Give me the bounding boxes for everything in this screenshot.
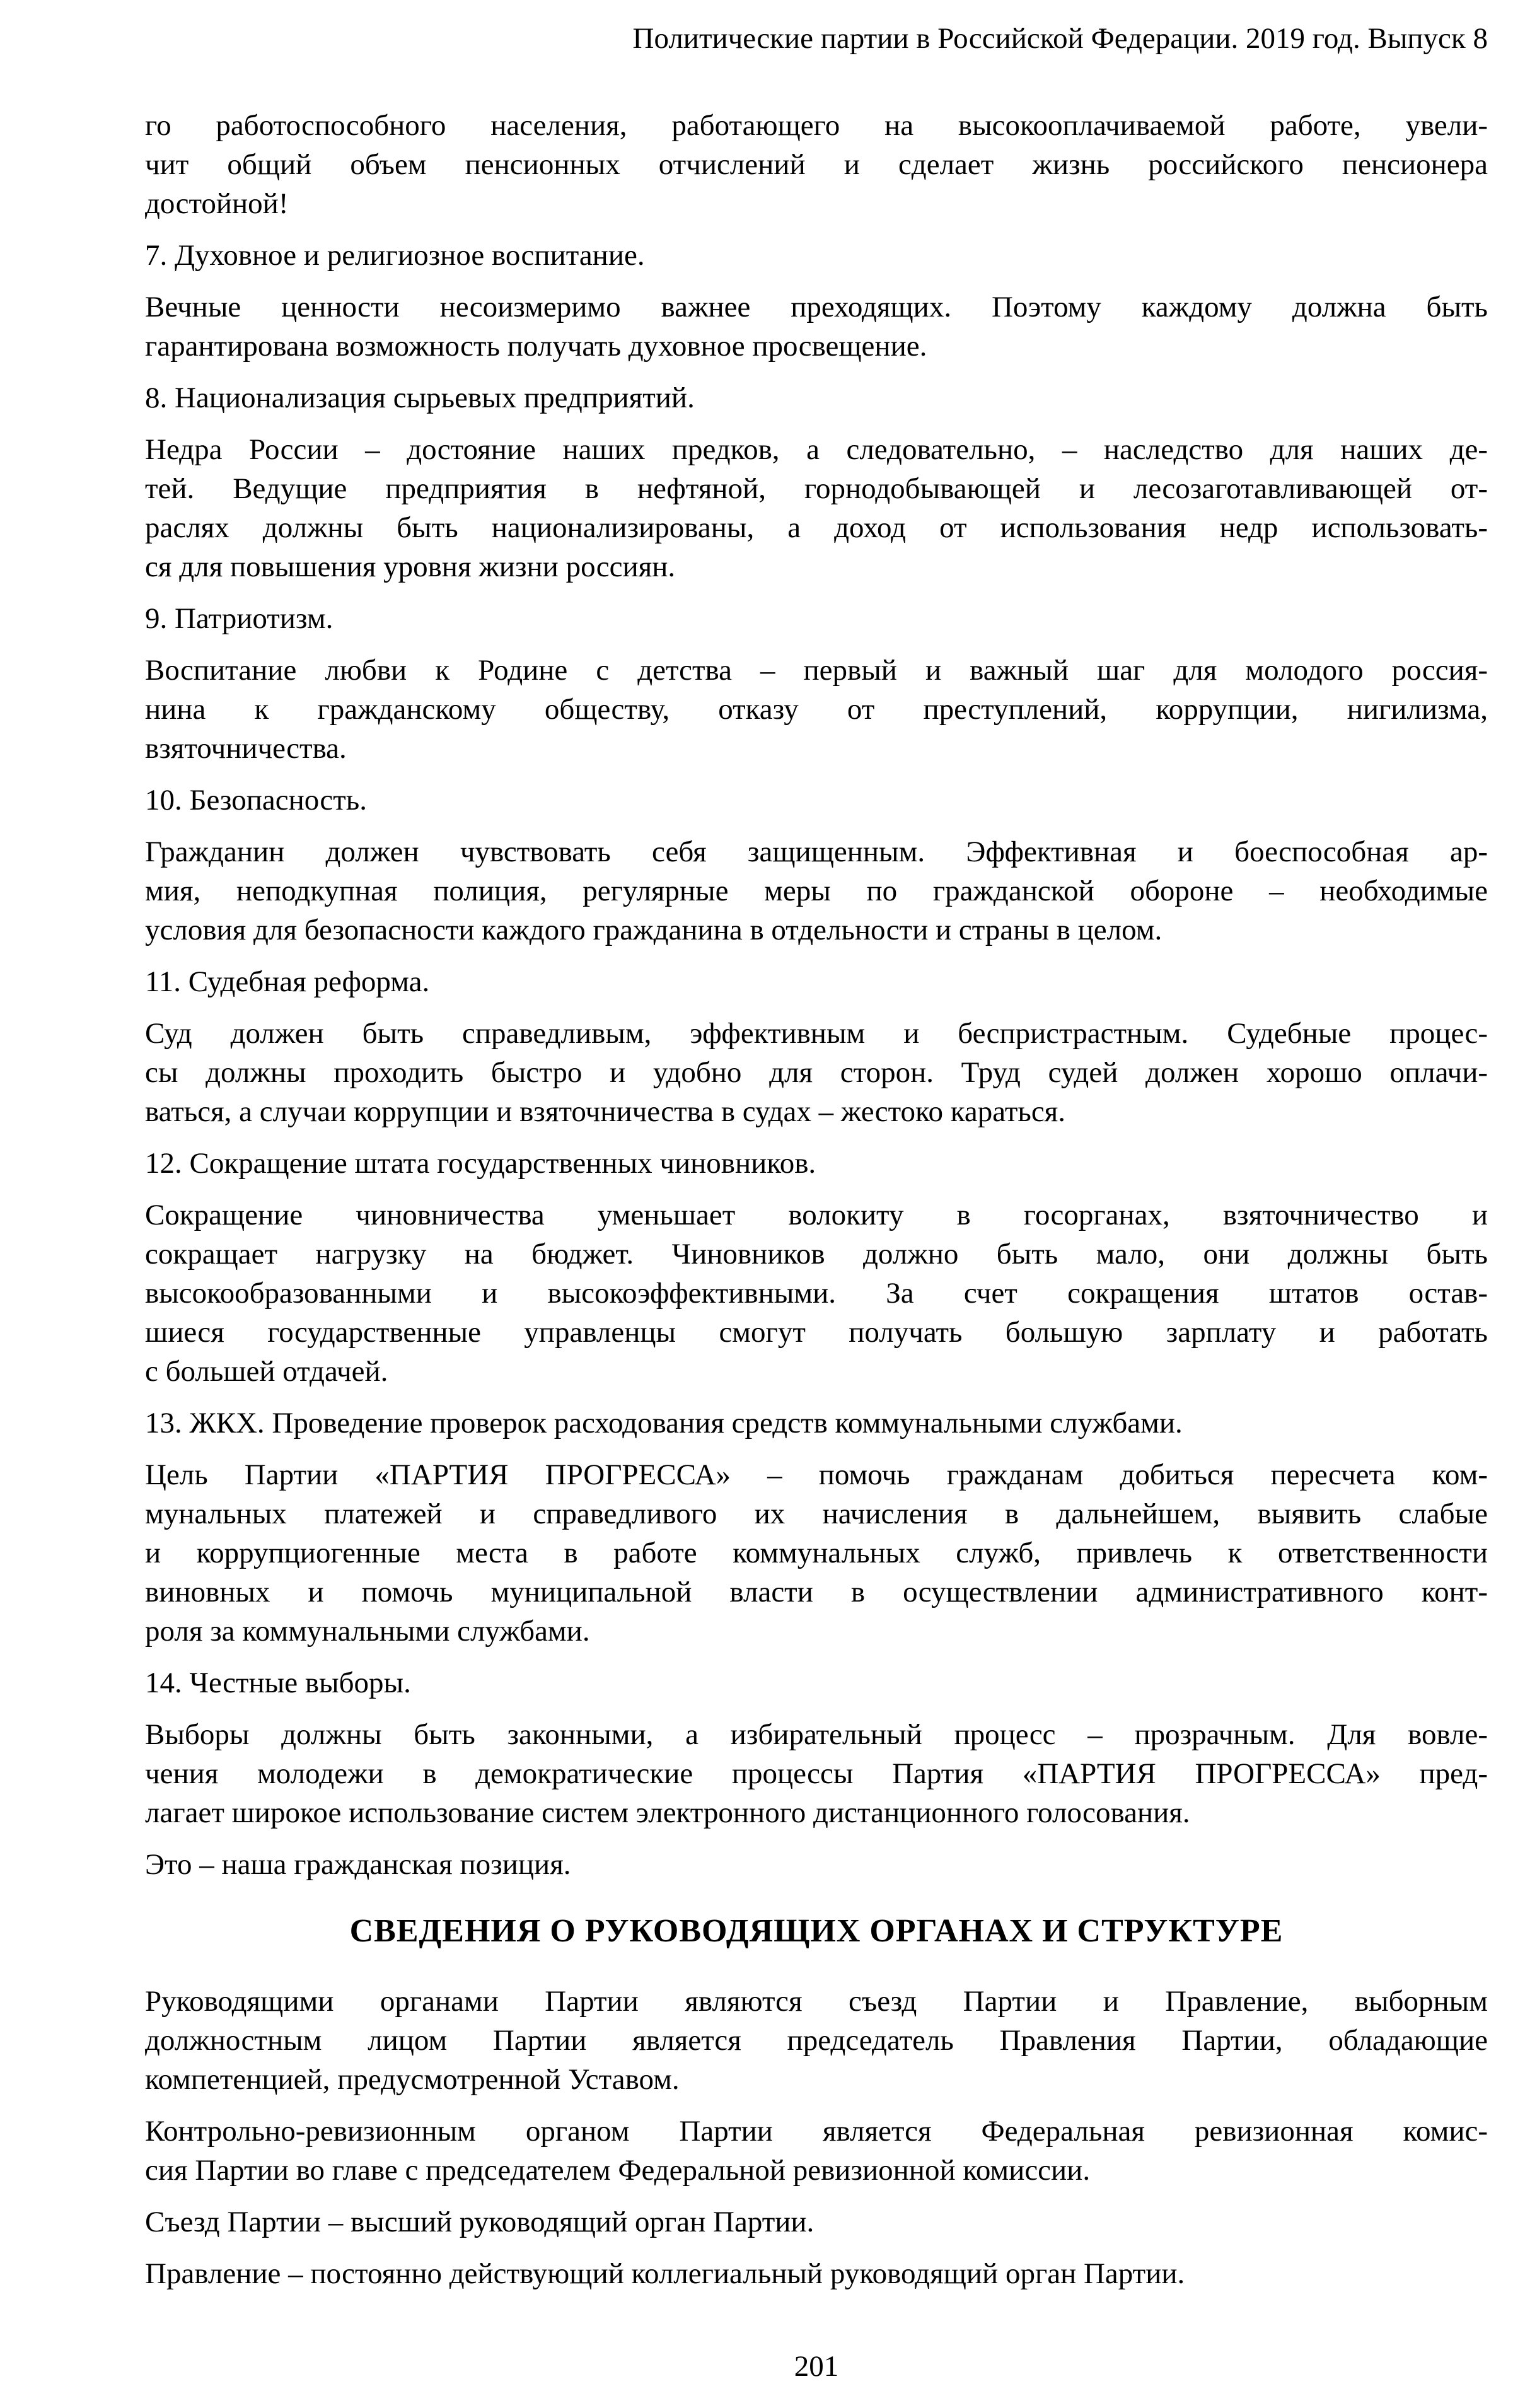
text-line: мунальных платежей и справедливого их начисления в дальнейшем, выявить слабые bbox=[145, 1498, 1488, 1530]
text-line: с большей отдачей. bbox=[145, 1355, 388, 1388]
paragraph bbox=[145, 651, 1488, 768]
text-line: 9. Патриотизм. bbox=[145, 602, 333, 635]
text-line: чения молодежи в демократические процессы Партия «ПАРТИЯ ПРОГРЕССА» пред- bbox=[145, 1757, 1488, 1790]
text-line: должностным лицом Партии является председатель Правления Партии, обладающие bbox=[145, 2024, 1488, 2057]
text-line: виновных и помочь муниципальной власти в осуществлении административного конт- bbox=[145, 1576, 1488, 1608]
numbered-item-12 bbox=[145, 1144, 1488, 1183]
text-line: Правление – постоянно действующий коллегиальный руководящий орган Партии. bbox=[145, 2257, 1185, 2290]
text-line: взяточничества. bbox=[145, 732, 347, 765]
text-line: ся для повышения уровня жизни россиян. bbox=[145, 550, 676, 583]
text-line: Воспитание любви к Родине с детства – первый и важный шаг для молодого россия- bbox=[145, 654, 1488, 687]
numbered-item-7 bbox=[145, 236, 1488, 275]
page-number: 201 bbox=[794, 2350, 839, 2383]
text-line: компетенцией, предусмотренной Уставом. bbox=[145, 2063, 680, 2096]
text-line: сия Партии во главе с председателем Федеральной ревизионной комиссии. bbox=[145, 2154, 1091, 2187]
text-line: Выборы должны быть законными, а избирательный процесс – прозрачным. Для вовле- bbox=[145, 1718, 1488, 1751]
text-line: 12. Сокращение штата государственных чиновников. bbox=[145, 1147, 816, 1180]
text-line: лагает широкое использование систем электронного дистанционного голосования. bbox=[145, 1796, 1190, 1829]
text-line: шиеся государственные управленцы смогут получать большую зарплату и работать bbox=[145, 1316, 1488, 1349]
text-line: нина к гражданскому обществу, отказу от преступлений, коррупции, нигилизма, bbox=[145, 693, 1488, 726]
text-line: Цель Партии «ПАРТИЯ ПРОГРЕССА» – помочь гражданам добиться пересчета ком- bbox=[145, 1458, 1488, 1491]
text-line: 14. Честные выборы. bbox=[145, 1666, 411, 1699]
text-line: мия, неподкупная полиция, регулярные меры по гражданской обороне – необходимые bbox=[145, 875, 1488, 907]
paragraph bbox=[145, 1195, 1488, 1391]
text-line: Вечные ценности несоизмеримо важнее преходящих. Поэтому каждому должна быть bbox=[145, 291, 1488, 323]
text-line: раслях должны быть национализированы, а доход от использования недр использовать- bbox=[145, 511, 1488, 544]
text-line: Гражданин должен чувствовать себя защищенным. Эффективная и боеспособная ар- bbox=[145, 835, 1488, 868]
text-line: сы должны проходить быстро и удобно для сторон. Труд судей должен хорошо оплачи- bbox=[145, 1056, 1488, 1089]
text-line: достойной! bbox=[145, 187, 289, 220]
text-line: 7. Духовное и религиозное воспитание. bbox=[145, 239, 645, 272]
text-line: роля за коммунальными службами. bbox=[145, 1615, 590, 1648]
text-line: 8. Национализация сырьевых предприятий. bbox=[145, 381, 695, 414]
text-line: Суд должен быть справедливым, эффективным и беспристрастным. Судебные процес- bbox=[145, 1017, 1488, 1050]
text-line: Сокращение чиновничества уменьшает волокиту в госорганах, взяточничество и bbox=[145, 1199, 1488, 1231]
text-line: Это – наша гражданская позиция. bbox=[145, 1848, 571, 1881]
section-heading: СВЕДЕНИЯ О РУКОВОДЯЩИХ ОРГАНАХ И СТРУКТУРЕ bbox=[349, 1913, 1284, 1949]
text-line: 10. Безопасность. bbox=[145, 784, 367, 817]
paragraph bbox=[145, 1982, 1488, 2099]
numbered-item-8 bbox=[145, 378, 1488, 417]
text-line: Съезд Партии – высший руководящий орган Партии. bbox=[145, 2206, 814, 2238]
text-line: Недра России – достояние наших предков, а следовательно, – наследство для наших де- bbox=[145, 433, 1488, 466]
paragraph bbox=[145, 288, 1488, 366]
text-line: 13. ЖКХ. Проведение проверок расходования средств коммунальными службами. bbox=[145, 1407, 1183, 1440]
page-body bbox=[145, 19, 1488, 2306]
text-line: Руководящими органами Партии являются съезд Партии и Правление, выборным bbox=[145, 1985, 1488, 2018]
text-line: и коррупциогенные места в работе коммунальных служб, привлечь к ответственности bbox=[145, 1537, 1488, 1569]
text-line: чит общий объем пенсионных отчислений и сделает жизнь российского пенсионера bbox=[145, 148, 1488, 181]
text-line: сокращает нагрузку на бюджет. Чиновников должно быть мало, они должны быть bbox=[145, 1238, 1488, 1271]
text-line: 11. Судебная реформа. bbox=[145, 965, 430, 998]
numbered-item-10 bbox=[145, 781, 1488, 820]
paragraph bbox=[145, 832, 1488, 950]
numbered-item-11 bbox=[145, 962, 1488, 1001]
paragraph bbox=[145, 1014, 1488, 1131]
running-header: Политические партии в Российской Федерации. 2019 год. Выпуск 8 bbox=[632, 22, 1488, 55]
paragraph bbox=[145, 1455, 1488, 1651]
paragraph-continuation bbox=[145, 106, 1488, 223]
paragraph bbox=[145, 1715, 1488, 1832]
paragraph bbox=[145, 2254, 1488, 2293]
paragraph bbox=[145, 1845, 1488, 1884]
numbered-item-9 bbox=[145, 599, 1488, 638]
paragraph bbox=[145, 2112, 1488, 2190]
numbered-item-13 bbox=[145, 1404, 1488, 1443]
text-line: Контрольно-ревизионным органом Партии является Федеральная ревизионная комис- bbox=[145, 2115, 1488, 2148]
text-line: го работоспособного населения, работающего на высокооплачиваемой работе, увели- bbox=[145, 109, 1488, 142]
text-line: условия для безопасности каждого гражданина в отдельности и страны в целом. bbox=[145, 914, 1162, 946]
text-line: гарантирована возможность получать духовное просвещение. bbox=[145, 330, 927, 363]
numbered-item-14 bbox=[145, 1663, 1488, 1702]
text-line: ваться, а случаи коррупции и взяточничества в судах – жестоко караться. bbox=[145, 1095, 1066, 1128]
paragraph bbox=[145, 430, 1488, 586]
text-line: тей. Ведущие предприятия в нефтяной, горнодобывающей и лесозаготавливающей от- bbox=[145, 472, 1488, 505]
text-line: высокообразованными и высокоэффективными. За счет сокращения штатов остав- bbox=[145, 1277, 1488, 1310]
paragraph bbox=[145, 2202, 1488, 2242]
